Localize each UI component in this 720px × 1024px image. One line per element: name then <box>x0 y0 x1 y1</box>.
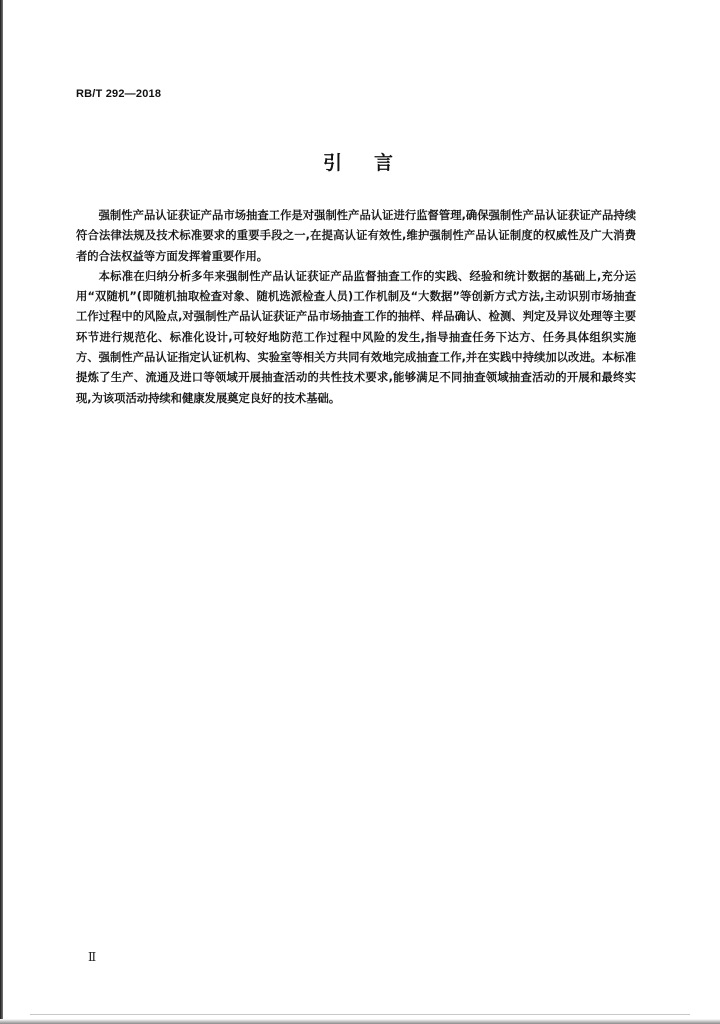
scan-line-bottom <box>30 1014 690 1015</box>
document-code: RB/T 292—2018 <box>76 88 162 100</box>
body-text <box>76 206 636 409</box>
page-number: Ⅱ <box>88 950 97 964</box>
paragraph-2: 本标准在归纳分析多年来强制性产品认证获证产品监督抽查工作的实践、经验和统计数据的基础上,充分运用“双随机”(即随机抽取检查对象、随机选派检查人员)工作机制及“大数据”等创新方式方法,主动识别市场抽查工作过程中的风险点,对强制性产品认证获证产品市场抽查工作的抽样、样品确认、检测、判定及异议处理等主要环节进行规范化、标准化设计,可较好地防范工作过程中风险的发生,指导抽查任务下达方、任务具体组织实施方、强制性产品认证指定认证机构、实验室等相关方共同有效地完成抽查工作,并在实践中持续加以改进。本标准提炼了生产、流通及进口等领域开展抽查活动的共性技术要求,能够满足不同抽查领域抽查活动的开展和最终实现,为该项活动持续和健康发展奠定良好的技术基础。 <box>76 269 636 405</box>
section-title: 引言 <box>322 152 425 174</box>
paragraph-1: 强制性产品认证获证产品市场抽查工作是对强制性产品认证进行监督管理,确保强制性产品认证获证产品持续符合法律法规及技术标准要求的重要手段之一,在提高认证有效性,维护强制性产品认证制度的权威性及广大消费者的合法权益等方面发挥着重要作用。 <box>76 209 636 263</box>
scan-edge-bottom <box>0 1019 720 1024</box>
